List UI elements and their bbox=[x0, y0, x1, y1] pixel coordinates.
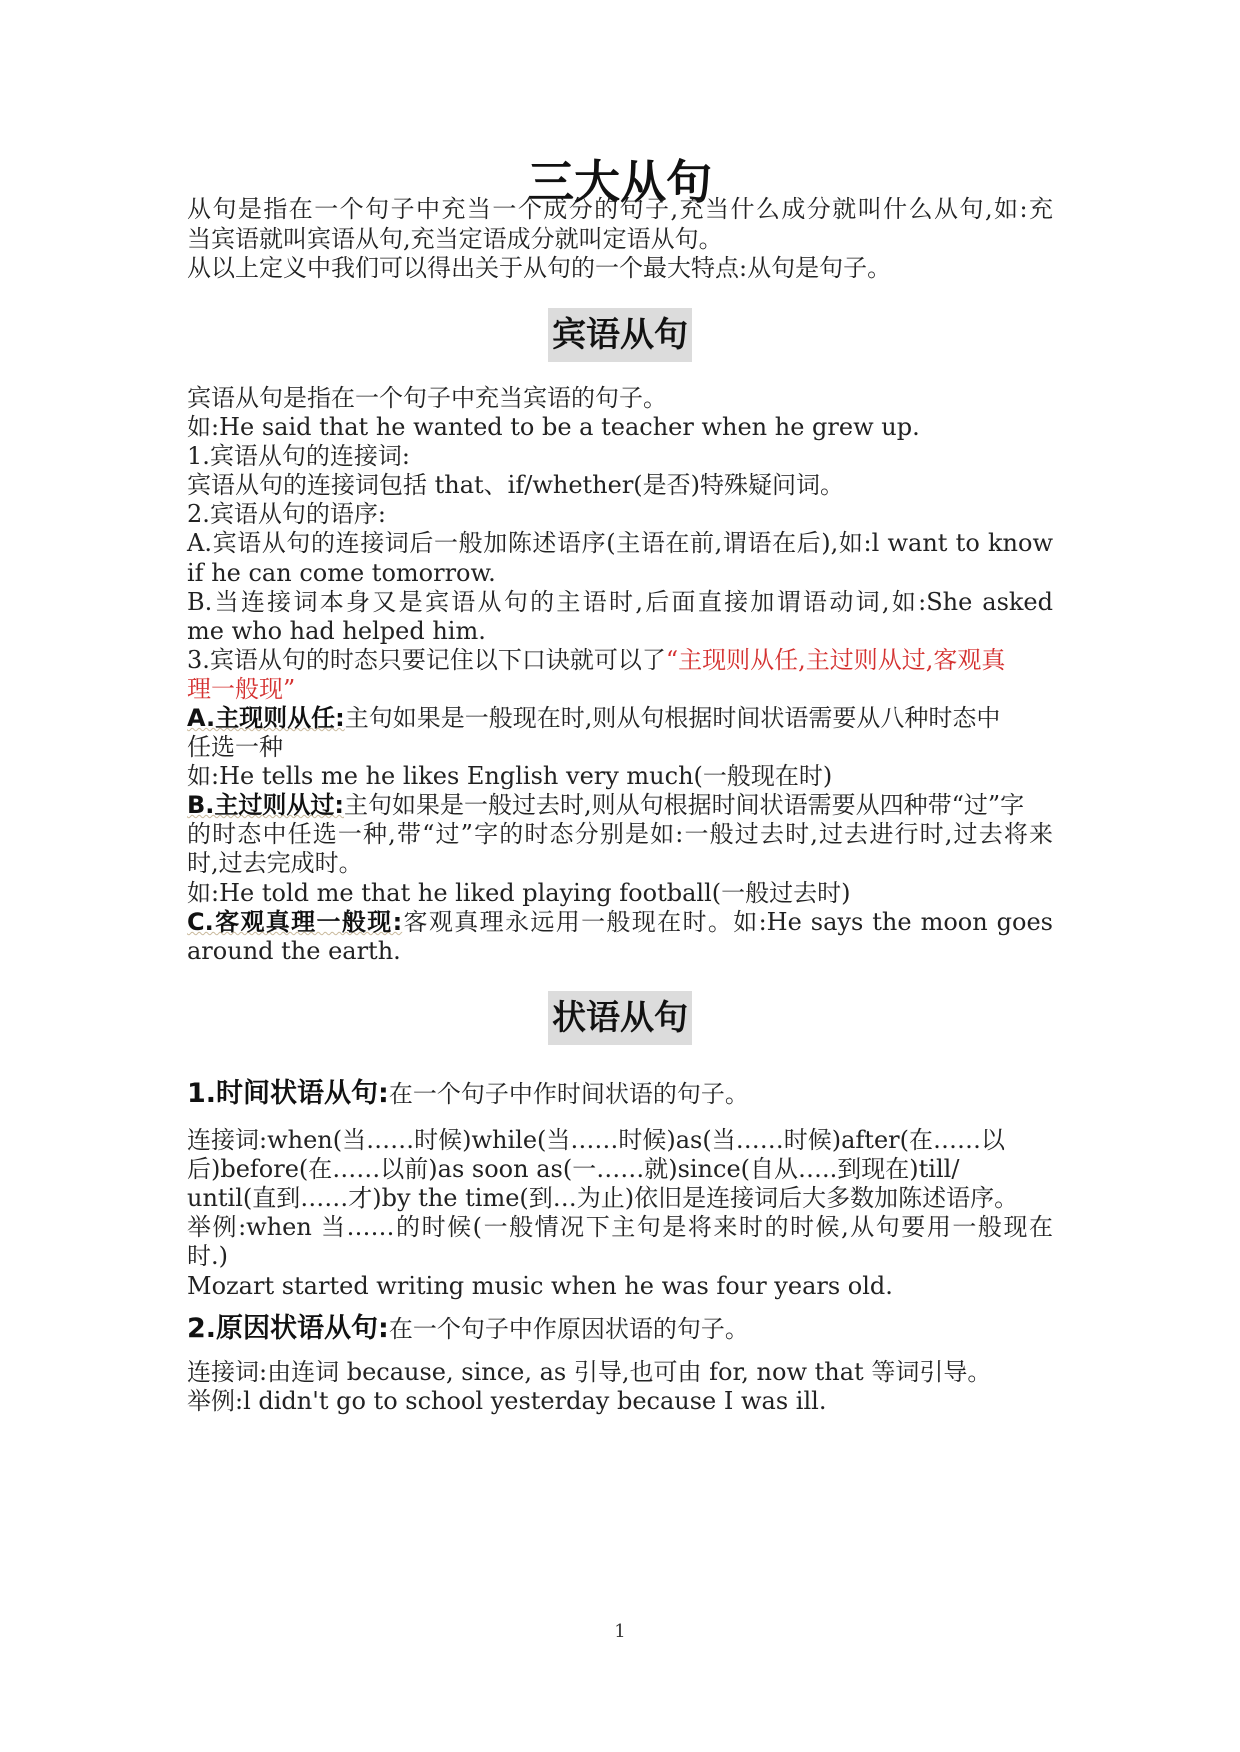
adverbial-clause-heading-wrap bbox=[187, 991, 1053, 1045]
rule-c-text: 客观真理永远用一般现在时。如:He says the moon goes bbox=[402, 908, 1054, 936]
adverbial-clause-heading: 状语从句 bbox=[548, 991, 692, 1045]
time-clause-example: Mozart started writing music when he was four years old. bbox=[187, 1272, 893, 1300]
intro-line-1: 从句是指在一个句子中充当一个成分的句子,充当什么成分就叫什么从句,如:充 bbox=[187, 195, 1053, 223]
rule-a-example: 如:He tells me he likes English very much(一般现在时) bbox=[187, 762, 833, 790]
tense-rule-mnemonic: “主现则从任,主过则从过,客观真 bbox=[665, 646, 1006, 674]
object-clause-connectives-title: 1.宾语从句的连接词: bbox=[187, 442, 410, 470]
rule-a bbox=[187, 702, 1053, 734]
rule-b bbox=[187, 789, 1053, 821]
reason-clause-connectives: 连接词:由连词 because, since, as 引导,也可由 for, now that 等词引导。 bbox=[187, 1358, 992, 1386]
object-clause-heading-wrap bbox=[187, 308, 1053, 362]
rule-b-example: 如:He told me that he liked playing football(一般过去时) bbox=[187, 879, 851, 907]
object-clause-definition: 宾语从句是指在一个句子中充当宾语的句子。 bbox=[187, 384, 667, 412]
time-clause-title: 1.时间状语从句: bbox=[187, 1078, 389, 1109]
rule-a-text: 主句如果是一般现在时,则从句根据时间状语需要从八种时态中 bbox=[344, 704, 1001, 732]
object-clause-example: 如:He said that he wanted to be a teacher when he grew up. bbox=[187, 413, 920, 441]
object-clause-order-b: B.当连接词本身又是宾语从句的主语时,后面直接加谓语动词,如:She asked bbox=[187, 588, 1053, 616]
intro-line-3: 从以上定义中我们可以得出关于从句的一个最大特点:从句是句子。 bbox=[187, 254, 892, 282]
object-clause-tense-rule bbox=[187, 644, 1053, 676]
object-clause-order-b-cont: me who had helped him. bbox=[187, 617, 486, 645]
reason-clause-header bbox=[187, 1313, 1053, 1345]
page-title: 三大从句 bbox=[528, 155, 712, 209]
rule-c bbox=[187, 906, 1053, 938]
time-clause-example-note: 举例:when 当……的时候(一般情况下主句是将来时的时候,从句要用一般现在 bbox=[187, 1213, 1053, 1241]
rule-c-label: C.客观真理一般现: bbox=[187, 908, 403, 936]
page-number: 1 bbox=[614, 1621, 626, 1642]
time-clause-desc: 在一个句子中作时间状语的句子。 bbox=[388, 1080, 749, 1108]
object-clause-connectives: 宾语从句的连接词包括 that、if/whether(是否)特殊疑问词。 bbox=[187, 471, 845, 499]
rule-b-text: 主句如果是一般过去时,则从句根据时间状语需要从四种带“过”字 bbox=[344, 791, 1025, 819]
time-clause-example-note-cont: 时.) bbox=[187, 1242, 228, 1270]
object-clause-order-a-cont: if he can come tomorrow. bbox=[187, 559, 496, 587]
intro-line-2: 当宾语就叫宾语从句,充当定语成分就叫定语从句。 bbox=[187, 225, 723, 253]
time-clause-header bbox=[187, 1078, 1053, 1110]
rule-c-text-cont: around the earth. bbox=[187, 937, 401, 965]
time-clause-connectives-2: 后)before(在……以前)as soon as(一……就)since(自从…..到现在)till/ bbox=[187, 1155, 960, 1183]
rule-b-label: B.主过则从过: bbox=[187, 791, 345, 819]
rule-b-text-end: 时,过去完成时。 bbox=[187, 849, 363, 877]
rule-a-text-cont: 任选一种 bbox=[187, 733, 283, 761]
object-clause-order-title: 2.宾语从句的语序: bbox=[187, 500, 386, 528]
reason-clause-desc: 在一个句子中作原因状语的句子。 bbox=[388, 1315, 749, 1343]
object-clause-heading: 宾语从句 bbox=[548, 308, 692, 362]
tense-rule-mnemonic-cont: 理一般现” bbox=[187, 675, 296, 703]
rule-a-label: A.主现则从任: bbox=[187, 704, 345, 732]
time-clause-connectives-1: 连接词:when(当……时候)while(当……时候)as(当……时候)after(在……以 bbox=[187, 1126, 1005, 1154]
time-clause-connectives-3: until(直到……才)by the time(到…为止)依旧是连接词后大多数加陈述语序。 bbox=[187, 1184, 1019, 1212]
object-clause-order-a: A.宾语从句的连接词后一般加陈述语序(主语在前,谓语在后),如:l want to know bbox=[187, 529, 1053, 557]
reason-clause-example: 举例:l didn't go to school yesterday because I was ill. bbox=[187, 1387, 827, 1415]
reason-clause-title: 2.原因状语从句: bbox=[187, 1313, 389, 1344]
rule-b-text-cont: 的时态中任选一种,带“过”字的时态分别是如:一般过去时,过去进行时,过去将来 bbox=[187, 820, 1053, 848]
tense-rule-intro: 3.宾语从句的时态只要记住以下口诀就可以了 bbox=[187, 646, 666, 674]
